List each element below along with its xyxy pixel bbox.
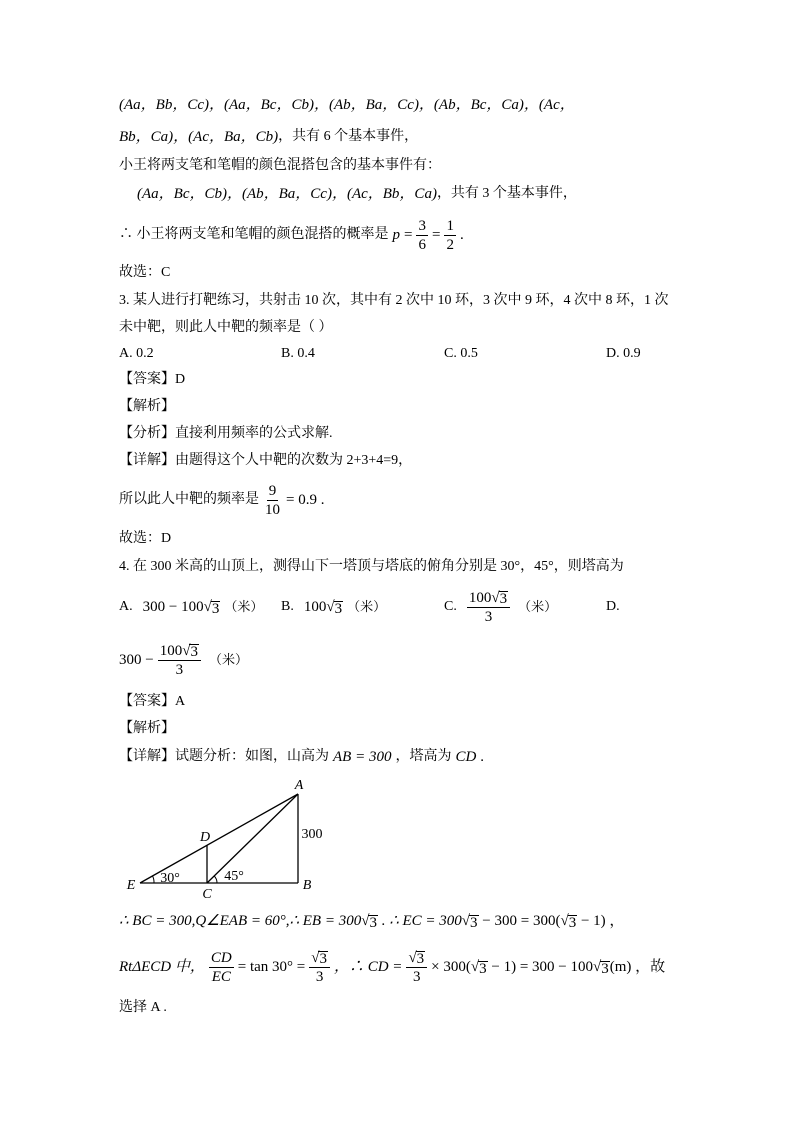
sqrt [593, 957, 610, 977]
option-label: A. [119, 599, 133, 614]
step-expr: − 1) ， [577, 913, 625, 929]
vertex-label-e: E [126, 878, 136, 893]
fraction [263, 482, 282, 519]
option-label: B. [281, 599, 294, 614]
q4-step-1 [119, 909, 624, 933]
q4-option-a [119, 584, 263, 630]
choice-text: 故选：D [119, 531, 172, 546]
q4-final [119, 998, 167, 1018]
fraction-denominator: 3 [175, 661, 184, 678]
fraction [444, 217, 456, 254]
frequency-text: 所以此人中靶的频率是 [119, 492, 259, 507]
probability-var: p [392, 227, 400, 243]
fraction-numerator: 1 [446, 217, 454, 234]
step-expr: − 300 = 300( [478, 913, 561, 929]
detail-text: 【详解】由题得这个人中靶的次数为 2+3+4=9， [119, 453, 413, 468]
q3-xiangjie [119, 451, 412, 471]
mountain-height: AB = 300 [333, 749, 392, 765]
radicand: √ 3 [319, 950, 327, 967]
intro-line-2 [119, 127, 418, 147]
frequency-result: = 0.9 . [286, 492, 325, 508]
unit: （米） [208, 652, 248, 667]
fraction-numerator: CD [210, 949, 232, 966]
sqrt [471, 957, 488, 977]
analysis-text: 【分析】直接利用频率的公式求解. [119, 426, 333, 441]
sqrt [462, 911, 479, 931]
probability-text: ∴ 小王将两支笔和笔帽的颜色混搭的概率是 [119, 227, 389, 242]
sqrt [361, 911, 378, 931]
fraction [406, 949, 427, 986]
analysis-heading: 【解析】 [119, 399, 175, 414]
q3-stem-cont: 未中靶，则此人中靶的频率是（ ） [119, 320, 333, 335]
q4-option-d-expr [119, 637, 248, 683]
period: . [480, 749, 485, 765]
answer-text: 【答案】D [119, 372, 186, 387]
q4-option-d [606, 584, 620, 630]
q4-xiangjie [119, 747, 484, 767]
unit: （米） [224, 599, 264, 614]
radicand: √ 3 [416, 950, 425, 967]
q4-stem-line [119, 557, 624, 577]
intro-answer-line [119, 263, 170, 283]
vertex-label-a: A [294, 778, 304, 793]
mix-event-list: (Aa，Bc，Cb)，(Ab，Ba，Cc)，(Ac，Bb，Ca) [137, 186, 437, 202]
step-expr: = tan 30° = [237, 959, 306, 975]
q3-jiexi [119, 397, 175, 417]
mix-events-heading: 小王将两支笔和笔帽的颜色混搭包含的基本事件有： [119, 158, 441, 173]
equals-sign: = [404, 227, 413, 243]
fraction-numerator: 9 [268, 482, 277, 499]
fraction [467, 589, 510, 626]
q3-option-c: C. 0.5 [444, 346, 478, 361]
fraction [309, 949, 330, 986]
coefficient: 100 [468, 589, 492, 606]
fraction-numerator [406, 949, 427, 968]
angle-label-c: 45° [224, 869, 244, 884]
step-expr: ∴ BC = 300,Q∠EAB = 60°,∴ EB = 300 [119, 913, 362, 929]
q3-option-d: D. 0.9 [606, 346, 641, 361]
sqrt [491, 589, 508, 607]
fraction-denominator: 3 [484, 608, 493, 625]
q4-option-b [281, 584, 386, 630]
vertex-label-d: D [199, 830, 211, 845]
q4-options [0, 584, 794, 630]
detail-text: 【详解】试题分析：如图，山高为 [119, 749, 329, 764]
q4-jiexi [119, 719, 175, 739]
q3-option-a: A. 0.2 [119, 346, 154, 361]
q4-step-2 [119, 944, 665, 990]
fraction [416, 217, 428, 254]
triangle-diagram [115, 775, 340, 901]
fraction [158, 642, 201, 679]
analysis-heading: 【解析】 [119, 721, 175, 736]
sqrt [408, 949, 425, 967]
vertex-label-c: C [202, 887, 212, 901]
fraction-denominator: 2 [446, 236, 454, 253]
step-expr: ，∴ CD = [333, 959, 403, 975]
option-expr: 100 [303, 599, 327, 615]
fraction-denominator: EC [211, 968, 231, 985]
fraction-numerator [309, 949, 330, 968]
step-expr: . ∴ EC = 300 [377, 913, 462, 929]
height-label: 300 [301, 827, 323, 842]
radicand: √ 3 [601, 961, 609, 977]
q4-answer [119, 692, 185, 712]
fraction-denominator: 3 [413, 968, 421, 985]
line-ca [207, 794, 298, 883]
radicand: √ 3 [470, 915, 478, 931]
q3-answer-line [119, 529, 171, 549]
step-expr: × 300( [431, 959, 471, 975]
option-expr: 300 − 100 [142, 599, 204, 615]
coefficient: 100 [159, 642, 183, 659]
angle-arc-e [152, 876, 154, 884]
vertex-label-b: B [302, 878, 312, 893]
fraction-denominator: 3 [315, 968, 324, 985]
choice-text: 故选：C [119, 265, 171, 280]
q3-stem-line-1 [119, 291, 669, 311]
answer-text: 【答案】A [119, 694, 186, 709]
angle-arc-c [214, 876, 217, 883]
q4-stem: 4. 在 300 米高的山顶上，测得山下一塔顶与塔底的俯角分别是 30°，45°，则塔高为 [119, 559, 624, 574]
q3-answer [119, 370, 185, 390]
step-expr: (m) ，故 [609, 959, 666, 975]
radicand: √ 3 [499, 590, 508, 607]
option-expr: 300 − [119, 652, 154, 668]
sqrt [326, 597, 343, 617]
q3-options [0, 344, 794, 364]
q3-option-b: B. 0.4 [281, 346, 315, 361]
intro-line-3 [119, 156, 441, 176]
radicand: √ 3 [211, 601, 220, 617]
fraction-numerator [158, 642, 201, 661]
fraction-denominator: 6 [418, 236, 426, 253]
radicand: √ 3 [334, 601, 343, 617]
step-expr: − 1) = 300 − 100 [487, 959, 593, 975]
event-list-cont: Bb，Ca)，(Ac，Ba，Cb) [119, 129, 279, 145]
detail-text-mid: ，塔高为 [395, 749, 452, 764]
radicand: √ 3 [479, 961, 487, 977]
q3-fenxi [119, 424, 333, 444]
mix-event-count-text: ，共有 3 个基本事件， [436, 186, 577, 201]
period: . [459, 227, 464, 243]
final-choice: 选择 A . [119, 1000, 167, 1015]
step-expr: RtΔECD 中， [119, 959, 205, 975]
radicand: √ 3 [568, 915, 577, 931]
sqrt [560, 911, 577, 931]
event-count-text: ，共有 6 个基本事件， [278, 129, 419, 144]
option-label: D. [606, 599, 620, 614]
q4-option-c [444, 584, 557, 630]
sqrt [204, 597, 221, 617]
q3-frequency-line [119, 477, 324, 523]
intro-line-5 [119, 212, 464, 258]
option-label: C. [444, 599, 457, 614]
unit: （米） [518, 599, 558, 614]
sqrt [311, 949, 328, 967]
intro-line-4 [137, 184, 577, 204]
fraction-numerator: 3 [418, 217, 426, 234]
q3-stem: 3. 某人进行打靶练习，共射击 10 次，其中有 2 次中 10 环，3 次中 9 环，4 次中 8 环，1 次 [119, 293, 669, 308]
fraction-denominator: 10 [265, 501, 280, 518]
line-ea [140, 794, 298, 883]
angle-label-e: 30° [160, 871, 180, 886]
fraction-numerator [467, 589, 510, 608]
equals-sign: = [431, 227, 441, 243]
q3-stem-line-2 [119, 318, 333, 338]
intro-line-1 [119, 95, 575, 115]
radicand: √ 3 [369, 915, 377, 931]
radicand: √ 3 [190, 643, 198, 660]
fraction [209, 949, 234, 986]
event-list: (Aa，Bb，Cc)，(Aa，Bc，Cb)，(Ab，Ba，Cc)，(Ab，Bc，Ca)，(Ac， [119, 97, 575, 113]
tower-height: CD [455, 749, 477, 765]
unit: （米） [347, 599, 387, 614]
sqrt [182, 642, 199, 660]
